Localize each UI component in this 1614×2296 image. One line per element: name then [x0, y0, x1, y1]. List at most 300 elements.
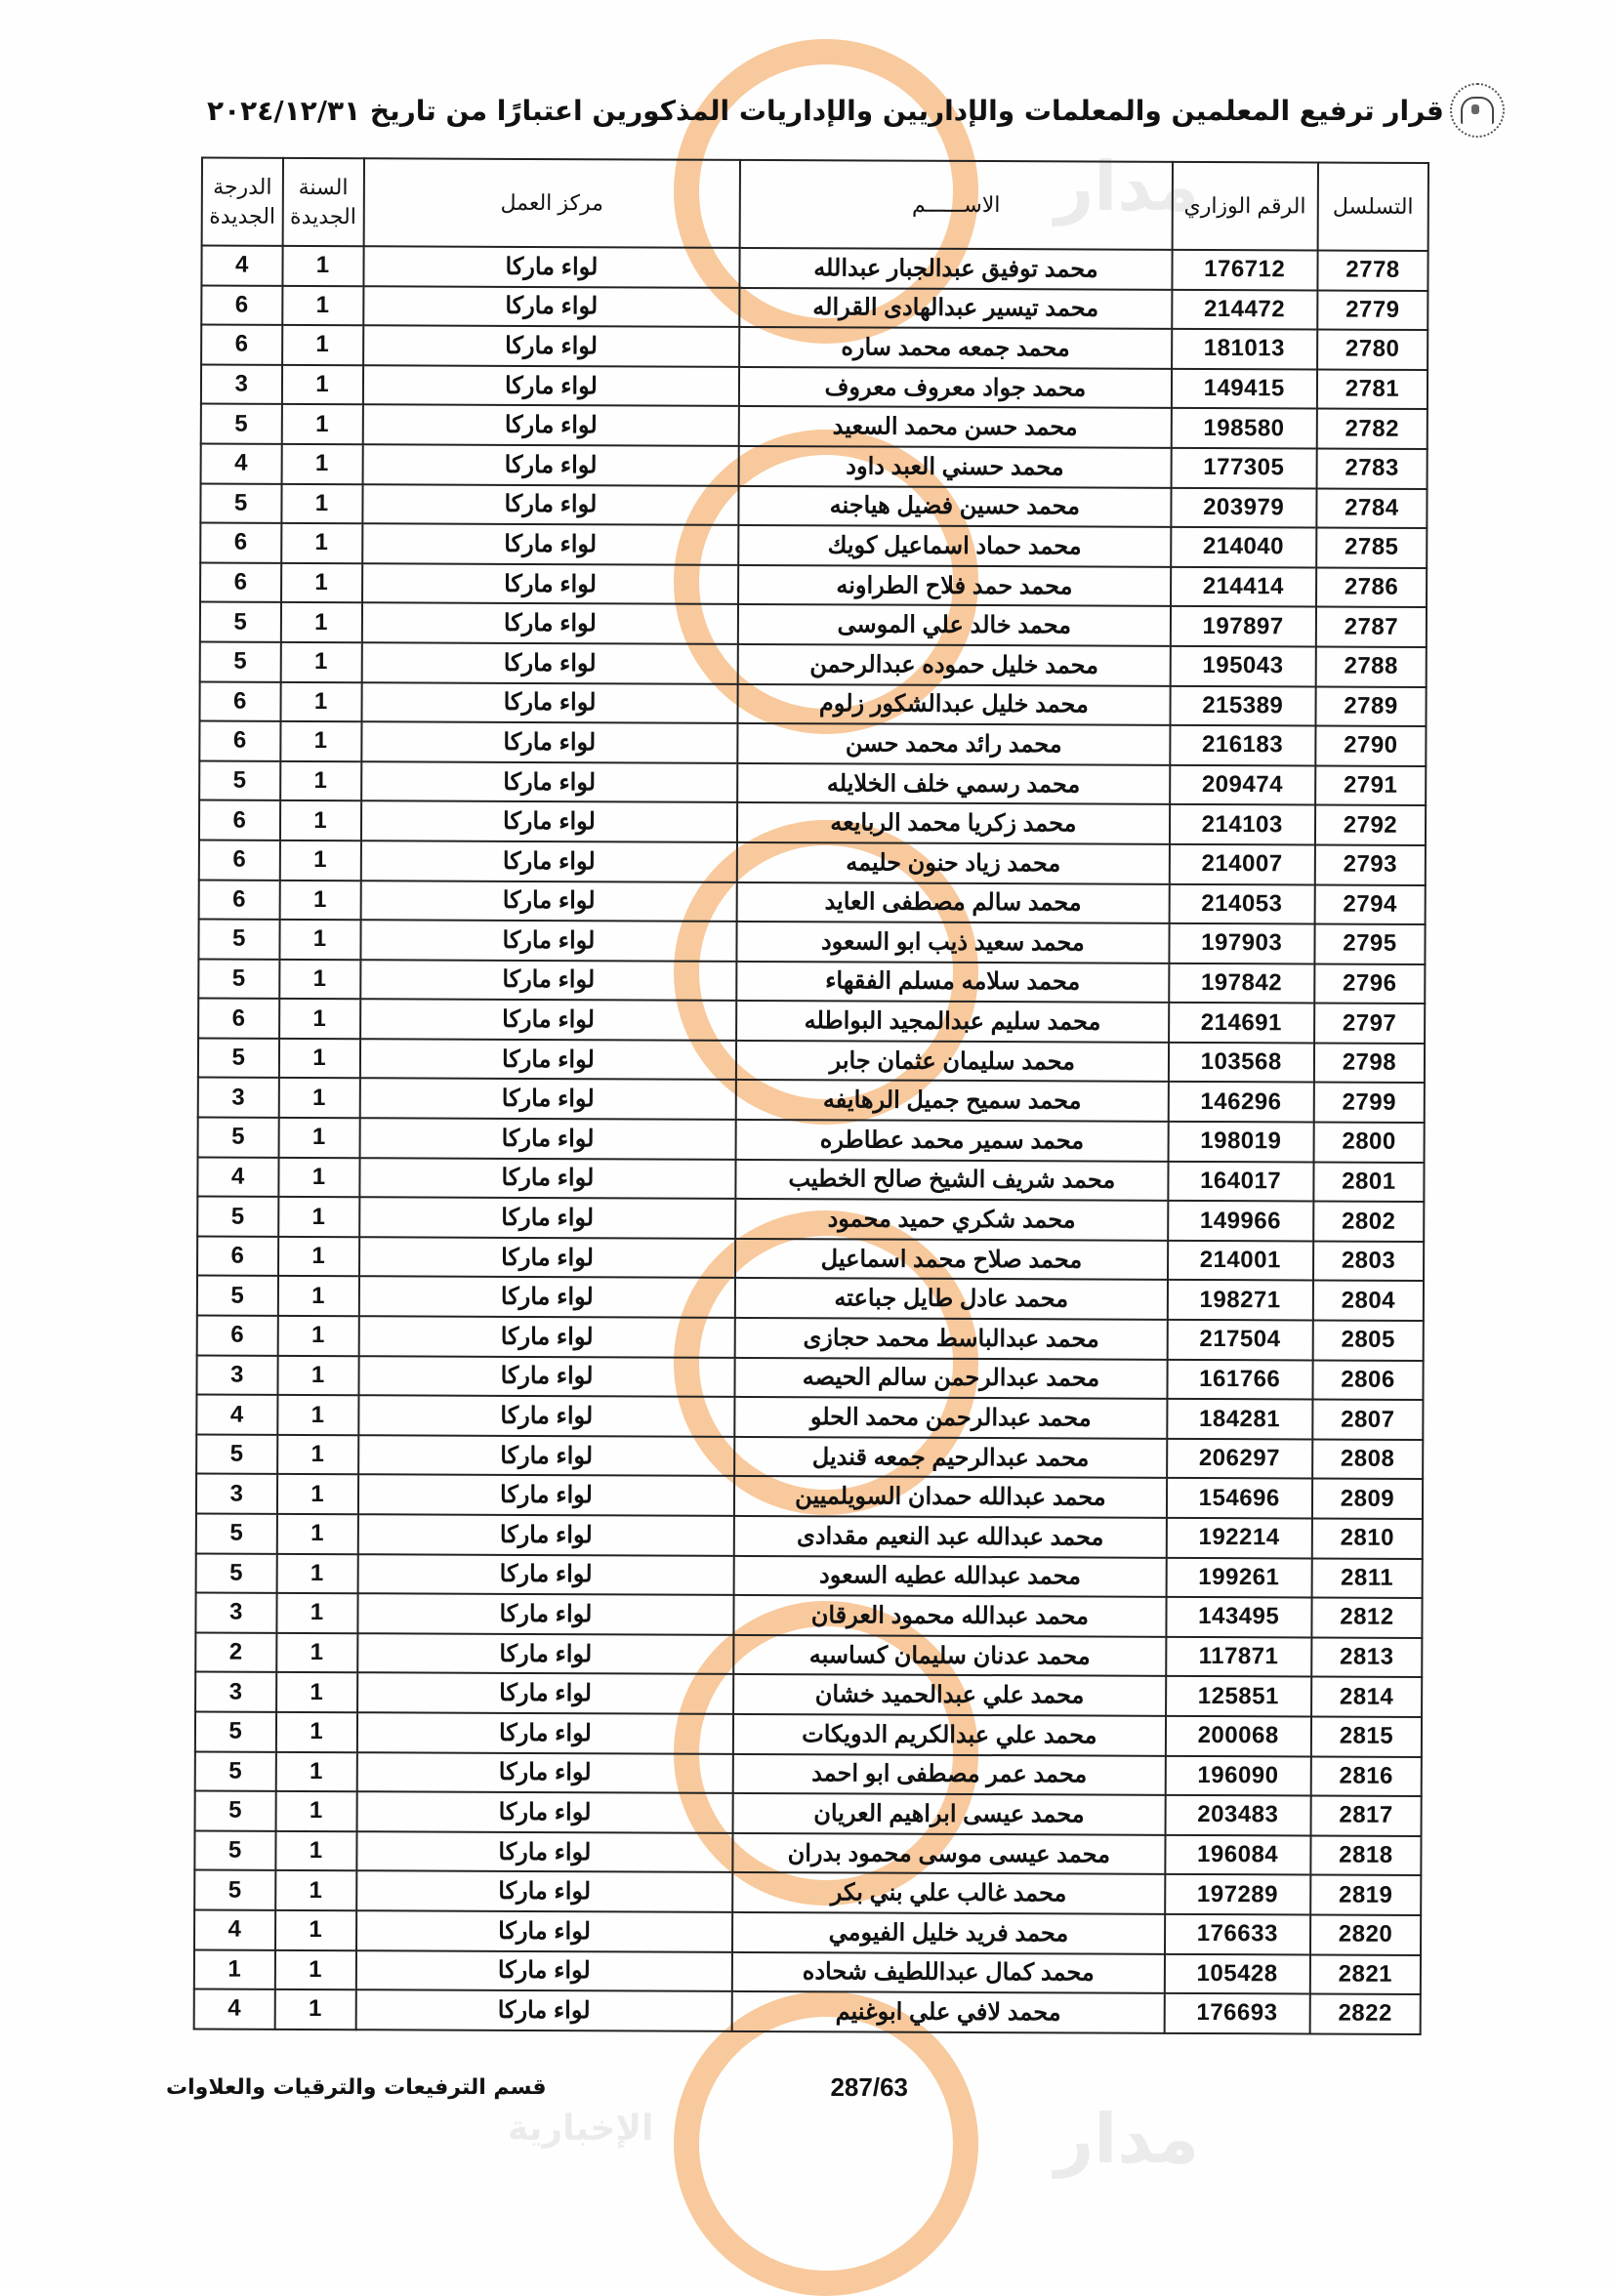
cell-new-year: 1 [275, 1910, 356, 1950]
cell-new-grade: 6 [199, 840, 280, 880]
cell-work-center: لواء ماركا [358, 1395, 735, 1436]
cell-name: محمد شريف الشيخ صالح الخطيب [736, 1160, 1168, 1202]
cell-name: محمد جواد معروف معروف [739, 367, 1171, 409]
cell-new-grade: 5 [196, 1553, 277, 1593]
cell-new-year: 1 [280, 840, 361, 881]
cell-new-grade: 3 [195, 1593, 276, 1633]
cell-name: محمد رسمي خلف الخلايله [737, 763, 1169, 805]
table-body [194, 246, 1428, 2034]
cell-new-grade: 5 [200, 641, 281, 681]
cell-name: محمد عبدالرحيم جمعه قنديل [734, 1437, 1166, 1479]
cell-name: محمد علي عبدالحميد خشان [733, 1674, 1165, 1716]
cell-new-grade: 5 [200, 483, 281, 523]
cell-ministry-id: 197289 [1165, 1874, 1311, 1914]
cell-work-center: لواء ماركا [362, 484, 739, 525]
cell-seq: 2814 [1311, 1677, 1422, 1717]
table-row [198, 999, 1425, 1044]
table-row [194, 1989, 1421, 2034]
cell-work-center: لواء ماركا [357, 1673, 734, 1714]
cell-new-grade: 5 [201, 404, 282, 444]
cell-new-grade: 3 [196, 1355, 277, 1395]
table-row [194, 1909, 1421, 1954]
cell-name: محمد عيسى موسى محمود بدران [733, 1833, 1165, 1875]
header-new-year: السنة الجديدة [282, 158, 363, 246]
cell-new-year: 1 [279, 1039, 360, 1079]
cell-new-grade: 6 [200, 562, 281, 602]
watermark-text: مدار [1055, 146, 1200, 226]
cell-new-grade: 3 [196, 1474, 277, 1514]
cell-seq: 2820 [1310, 1914, 1421, 1954]
cell-ministry-id: 203483 [1165, 1795, 1311, 1835]
cell-ministry-id: 197903 [1169, 923, 1315, 964]
cell-new-grade: 6 [201, 325, 282, 365]
cell-name: محمد خليل عبدالشكور زلوم [738, 683, 1170, 725]
cell-seq: 2811 [1312, 1558, 1423, 1598]
cell-name: محمد سليمان عثمان جابر [736, 1041, 1168, 1083]
cell-seq: 2805 [1313, 1321, 1424, 1361]
cell-new-grade: 4 [201, 246, 282, 286]
cell-work-center: لواء ماركا [359, 1158, 736, 1199]
cell-name: محمد عادل طايل جباعته [735, 1278, 1167, 1320]
cell-new-grade: 1 [194, 1949, 275, 1989]
cell-new-year: 1 [278, 1237, 359, 1277]
cell-name: محمد تيسير عبدالهادى القراله [740, 288, 1172, 330]
table-row [199, 880, 1426, 924]
header-new-grade: الدرجة الجديدة [202, 158, 283, 246]
cell-seq: 2786 [1316, 567, 1427, 607]
cell-new-year: 1 [275, 1831, 356, 1871]
cell-new-grade: 5 [199, 760, 280, 800]
cell-ministry-id: 214691 [1169, 1003, 1315, 1043]
cell-new-grade: 6 [199, 681, 280, 721]
cell-name: محمد حسين فضيل هياجنه [739, 485, 1171, 527]
cell-seq: 2810 [1312, 1518, 1423, 1558]
table-row [194, 1949, 1421, 1994]
table-row [195, 1751, 1422, 1796]
cell-seq: 2809 [1312, 1479, 1423, 1519]
cell-ministry-id: 214007 [1169, 844, 1315, 884]
cell-seq: 2788 [1316, 646, 1427, 686]
cell-seq: 2796 [1314, 964, 1425, 1004]
cell-new-year: 1 [275, 1949, 356, 1989]
cell-work-center: لواء ماركا [362, 523, 739, 564]
cell-name: محمد رائد محمد حسن [738, 723, 1170, 765]
cell-seq: 2817 [1310, 1796, 1421, 1836]
cell-name: محمد عبدالله محمود العرقان [734, 1595, 1166, 1637]
cell-new-grade: 5 [198, 1118, 279, 1158]
header-ministry-id: الرقم الوزاري [1172, 162, 1318, 251]
cell-new-grade: 4 [201, 443, 282, 483]
cell-seq: 2806 [1312, 1360, 1423, 1400]
cell-new-grade: 5 [197, 1197, 278, 1237]
table-row [200, 483, 1427, 528]
cell-new-grade: 4 [196, 1395, 277, 1435]
cell-new-grade: 5 [197, 1276, 278, 1316]
cell-work-center: لواء ماركا [357, 1514, 734, 1555]
cell-ministry-id: 198580 [1171, 408, 1317, 448]
cell-seq: 2803 [1313, 1241, 1424, 1281]
cell-ministry-id: 192214 [1166, 1518, 1312, 1558]
cell-new-grade: 4 [194, 1989, 275, 2030]
cell-seq: 2800 [1313, 1123, 1424, 1163]
cell-work-center: لواء ماركا [363, 325, 740, 366]
table-row [197, 1276, 1424, 1321]
page-number: 287/63 [830, 2071, 908, 2102]
cell-work-center: لواء ماركا [360, 1039, 737, 1080]
cell-seq: 2818 [1310, 1835, 1421, 1875]
cell-name: محمد زكريا محمد الربايعه [737, 802, 1169, 844]
cell-work-center: لواء ماركا [361, 682, 738, 723]
cell-new-year: 1 [276, 1712, 357, 1752]
cell-work-center: لواء ماركا [361, 721, 738, 762]
table-row [195, 1672, 1422, 1717]
cell-ministry-id: 214001 [1168, 1241, 1314, 1281]
cell-new-year: 1 [282, 325, 363, 365]
cell-seq: 2789 [1315, 686, 1426, 726]
cell-seq: 2797 [1314, 1004, 1425, 1044]
cell-ministry-id: 146296 [1168, 1082, 1314, 1122]
cell-ministry-id: 206297 [1167, 1439, 1313, 1479]
cell-ministry-id: 196084 [1165, 1835, 1311, 1875]
cell-ministry-id: 198271 [1167, 1280, 1313, 1320]
cell-ministry-id: 181013 [1172, 329, 1318, 369]
watermark-text: مدار [1055, 2099, 1200, 2179]
cell-work-center: لواء ماركا [358, 1316, 735, 1357]
document-header [207, 86, 1444, 135]
cell-seq: 2785 [1316, 528, 1427, 568]
cell-new-year: 1 [279, 920, 360, 960]
cell-new-year: 1 [277, 1435, 358, 1475]
cell-new-grade: 6 [201, 285, 282, 325]
cell-seq: 2792 [1315, 805, 1426, 845]
promotion-table [193, 157, 1429, 2035]
cell-name: محمد صلاح محمد اسماعيل [735, 1239, 1167, 1281]
cell-work-center: لواء ماركا [358, 1356, 735, 1397]
table-row [197, 1157, 1424, 1202]
cell-new-year: 1 [280, 761, 361, 801]
header-work-center: مركز العمل [363, 158, 740, 248]
cell-ministry-id: 214103 [1169, 804, 1315, 844]
cell-name: محمد حماد اسماعيل كويك [738, 525, 1170, 567]
cell-seq: 2815 [1311, 1716, 1422, 1756]
cell-new-grade: 4 [194, 1909, 275, 1949]
cell-work-center: لواء ماركا [356, 1712, 733, 1753]
cell-work-center: لواء ماركا [361, 801, 738, 842]
cell-seq: 2821 [1310, 1954, 1421, 1994]
cell-work-center: لواء ماركا [356, 1752, 733, 1793]
cell-new-grade: 3 [195, 1672, 276, 1712]
cell-work-center: لواء ماركا [358, 1435, 735, 1476]
table-row [196, 1553, 1423, 1598]
cell-new-year: 1 [279, 1078, 360, 1118]
cell-new-year: 1 [280, 642, 361, 682]
cell-new-year: 1 [276, 1633, 357, 1673]
cell-name: محمد جمعه محمد ساره [739, 327, 1171, 369]
table-row [197, 1236, 1424, 1281]
cell-new-year: 1 [281, 483, 362, 523]
cell-name: محمد عبدالرحمن محمد الحلو [735, 1397, 1167, 1439]
cell-work-center: لواء ماركا [360, 1000, 737, 1041]
cell-work-center: لواء ماركا [362, 444, 739, 485]
cell-ministry-id: 200068 [1165, 1716, 1311, 1756]
cell-ministry-id: 117871 [1166, 1637, 1312, 1677]
watermark-text: الإخبارية [508, 2109, 654, 2149]
cell-name: محمد عدنان سليمان كساسبه [734, 1635, 1166, 1677]
table-row [201, 404, 1428, 449]
cell-ministry-id: 198019 [1168, 1122, 1314, 1162]
cell-new-year: 1 [278, 1276, 359, 1316]
table-row [201, 285, 1428, 330]
cell-seq: 2779 [1317, 290, 1428, 330]
cell-name: محمد سمير محمد عطاطره [736, 1120, 1168, 1162]
cell-new-year: 1 [276, 1553, 357, 1593]
cell-name: محمد كمال عبداللطيف شحاده [732, 1951, 1164, 1993]
cell-name: محمد سميح جميل الرهايفه [736, 1080, 1168, 1122]
cell-ministry-id: 197897 [1170, 606, 1316, 646]
cell-work-center: لواء ماركا [360, 920, 737, 961]
cell-new-year: 1 [282, 365, 363, 405]
cell-work-center: لواء ماركا [361, 642, 738, 683]
cell-work-center: لواء ماركا [361, 761, 738, 802]
table-row [198, 1118, 1425, 1163]
cell-new-year: 1 [281, 523, 362, 563]
cell-ministry-id: 125851 [1166, 1676, 1312, 1716]
page-footer [166, 2068, 908, 2107]
cell-new-year: 1 [279, 960, 360, 1000]
cell-ministry-id: 215389 [1170, 685, 1316, 725]
table-row [199, 681, 1426, 726]
ministry-emblem-icon [1450, 83, 1505, 138]
cell-new-year: 1 [277, 1316, 358, 1356]
cell-work-center: لواء ماركا [359, 1118, 736, 1159]
table-row [199, 840, 1426, 884]
cell-seq: 2781 [1317, 369, 1428, 409]
cell-new-grade: 5 [196, 1434, 277, 1474]
cell-name: محمد عمر مصطفى ابو احمد [733, 1753, 1165, 1795]
cell-name: محمد توفيق عبدالجبار عبدالله [740, 248, 1172, 290]
cell-seq: 2799 [1314, 1083, 1425, 1123]
cell-work-center: لواء ماركا [363, 365, 740, 406]
cell-new-year: 1 [280, 721, 361, 761]
cell-new-grade: 6 [197, 1316, 278, 1356]
table-row [201, 364, 1428, 409]
cell-new-grade: 6 [197, 1236, 278, 1276]
cell-ministry-id: 103568 [1168, 1043, 1314, 1083]
table-row [201, 246, 1428, 291]
cell-seq: 2787 [1316, 607, 1427, 647]
cell-new-grade: 6 [199, 721, 280, 761]
cell-work-center: لواء ماركا [357, 1554, 734, 1595]
cell-work-center: لواء ماركا [356, 1910, 733, 1951]
cell-seq: 2794 [1315, 884, 1426, 924]
table-row [197, 1197, 1424, 1242]
cell-name: محمد غالب علي بني بكر [732, 1872, 1164, 1914]
cell-seq: 2802 [1313, 1202, 1424, 1242]
cell-work-center: لواء ماركا [359, 1197, 736, 1238]
cell-name: محمد شكري حميد محمود [735, 1199, 1167, 1241]
cell-ministry-id: 105428 [1164, 1953, 1310, 1993]
watermark-clock-ring [674, 1991, 978, 2296]
header-name: الاســــــم [740, 160, 1173, 250]
cell-ministry-id: 199261 [1166, 1557, 1312, 1597]
cell-new-grade: 3 [198, 1078, 279, 1118]
cell-name: محمد زياد حنون حليمه [737, 842, 1169, 884]
cell-ministry-id: 214414 [1171, 567, 1317, 607]
table-row [196, 1395, 1423, 1440]
table-row [198, 959, 1425, 1004]
cell-new-year: 1 [276, 1672, 357, 1712]
cell-work-center: لواء ماركا [357, 1593, 734, 1634]
cell-work-center: لواء ماركا [357, 1633, 734, 1674]
cell-new-year: 1 [274, 1989, 355, 2030]
cell-seq: 2813 [1311, 1637, 1422, 1677]
cell-new-year: 1 [282, 404, 363, 444]
cell-work-center: لواء ماركا [356, 1791, 733, 1832]
table-header-row [202, 158, 1428, 251]
table-row [199, 721, 1426, 766]
cell-work-center: لواء ماركا [355, 1950, 732, 1991]
cell-seq: 2816 [1311, 1756, 1422, 1796]
cell-name: محمد عبدالرحمن سالم الحيصه [735, 1358, 1167, 1400]
table-row [200, 562, 1427, 607]
cell-seq: 2812 [1311, 1598, 1422, 1638]
table-row [195, 1711, 1422, 1756]
cell-seq: 2790 [1315, 726, 1426, 766]
cell-name: محمد لافي علي ابوغنيم [732, 1991, 1164, 2033]
cell-new-year: 1 [279, 999, 360, 1039]
cell-ministry-id: 203979 [1171, 487, 1317, 527]
cell-ministry-id: 209474 [1170, 765, 1316, 805]
cell-new-grade: 5 [198, 1038, 279, 1078]
table-row [197, 1316, 1424, 1361]
cell-seq: 2793 [1315, 844, 1426, 884]
cell-name: محمد عبدالله حمدان السويلميين [734, 1476, 1166, 1518]
cell-name: محمد عبدالله عبد النعيم مقدادى [734, 1516, 1166, 1558]
cell-new-grade: 5 [194, 1830, 275, 1870]
table-row [195, 1632, 1422, 1677]
cell-name: محمد حمد فلاح الطراونه [738, 565, 1170, 607]
table-row [199, 760, 1426, 805]
cell-new-year: 1 [278, 1197, 359, 1237]
table-row [201, 443, 1428, 488]
cell-name: محمد فريد خليل الفيومي [732, 1912, 1164, 1954]
cell-name: محمد سالم مصطفى العايد [737, 882, 1169, 923]
cell-new-grade: 6 [199, 880, 280, 920]
cell-ministry-id: 176693 [1164, 1993, 1310, 2033]
cell-seq: 2780 [1317, 330, 1428, 370]
cell-new-year: 1 [279, 880, 360, 920]
table-row [199, 800, 1426, 845]
cell-ministry-id: 195043 [1170, 646, 1316, 686]
cell-seq: 2819 [1310, 1875, 1421, 1915]
cell-work-center: لواء ماركا [358, 1475, 735, 1516]
cell-new-grade: 6 [198, 999, 279, 1039]
cell-new-year: 1 [280, 681, 361, 721]
cell-ministry-id: 214472 [1172, 289, 1318, 329]
table-row [200, 641, 1427, 686]
table-row [195, 1593, 1422, 1638]
table-row [194, 1830, 1421, 1875]
cell-work-center: لواء ماركا [362, 563, 739, 604]
cell-name: محمد حسني العبد داود [739, 446, 1171, 488]
table-row [200, 523, 1427, 568]
cell-new-grade: 4 [197, 1157, 278, 1197]
cell-new-grade: 5 [195, 1711, 276, 1751]
cell-new-year: 1 [275, 1870, 356, 1910]
cell-work-center: لواء ماركا [356, 1831, 733, 1872]
cell-ministry-id: 161766 [1167, 1359, 1313, 1399]
cell-seq: 2798 [1314, 1043, 1425, 1083]
cell-new-year: 1 [277, 1395, 358, 1435]
cell-seq: 2804 [1313, 1281, 1424, 1321]
cell-new-year: 1 [281, 563, 362, 603]
cell-work-center: لواء ماركا [358, 1277, 735, 1318]
cell-ministry-id: 216183 [1170, 725, 1316, 765]
cell-seq: 2822 [1310, 1994, 1421, 2034]
table-row [196, 1514, 1423, 1559]
table-row [196, 1434, 1423, 1479]
cell-new-year: 1 [281, 602, 362, 642]
cell-seq: 2808 [1312, 1439, 1423, 1479]
cell-ministry-id: 214053 [1169, 883, 1315, 923]
table-row [198, 1038, 1425, 1083]
cell-new-year: 1 [277, 1355, 358, 1395]
cell-name: محمد سعيد ذيب ابو السعود [737, 922, 1169, 964]
cell-seq: 2784 [1316, 488, 1427, 528]
cell-ministry-id: 197842 [1169, 964, 1315, 1004]
cell-work-center: لواء ماركا [356, 1871, 733, 1912]
cell-new-year: 1 [276, 1751, 357, 1791]
cell-new-grade: 5 [198, 959, 279, 999]
cell-new-grade: 6 [199, 800, 280, 840]
cell-new-year: 1 [278, 1158, 359, 1198]
cell-ministry-id: 164017 [1168, 1161, 1314, 1201]
cell-name: محمد عيسى ابراهيم العريان [733, 1793, 1165, 1835]
table-row [201, 325, 1428, 370]
cell-name: محمد عبدالله عطيه السعود [734, 1556, 1166, 1598]
table-row [196, 1355, 1423, 1400]
cell-ministry-id: 217504 [1167, 1320, 1313, 1360]
cell-new-grade: 5 [198, 920, 279, 960]
cell-new-year: 1 [277, 1514, 358, 1554]
cell-seq: 2782 [1317, 409, 1428, 449]
cell-new-grade: 5 [196, 1514, 277, 1554]
cell-work-center: لواء ماركا [359, 1237, 736, 1278]
cell-seq: 2783 [1316, 448, 1427, 488]
cell-name: محمد خليل حموده عبدالرحمن [738, 644, 1170, 686]
cell-new-year: 1 [282, 285, 363, 325]
cell-new-grade: 3 [201, 364, 282, 404]
cell-seq: 2791 [1315, 765, 1426, 805]
table-row [194, 1870, 1421, 1915]
cell-work-center: لواء ماركا [363, 286, 740, 327]
cell-new-year: 1 [277, 1474, 358, 1514]
cell-seq: 2795 [1314, 924, 1425, 964]
cell-ministry-id: 143495 [1166, 1597, 1312, 1637]
cell-ministry-id: 149415 [1171, 369, 1317, 409]
cell-name: محمد سلامه مسلم الفقهاء [737, 962, 1169, 1004]
cell-name: محمد حسن محمد السعيد [739, 406, 1171, 448]
cell-ministry-id: 184281 [1167, 1399, 1313, 1439]
table-row [196, 1474, 1423, 1519]
cell-new-year: 1 [282, 246, 363, 286]
cell-new-year: 1 [280, 800, 361, 840]
cell-work-center: لواء ماركا [360, 840, 737, 882]
cell-ministry-id: 176712 [1172, 250, 1318, 290]
cell-new-year: 1 [281, 444, 362, 484]
cell-work-center: لواء ماركا [355, 1989, 732, 2030]
cell-new-grade: 5 [194, 1870, 275, 1910]
